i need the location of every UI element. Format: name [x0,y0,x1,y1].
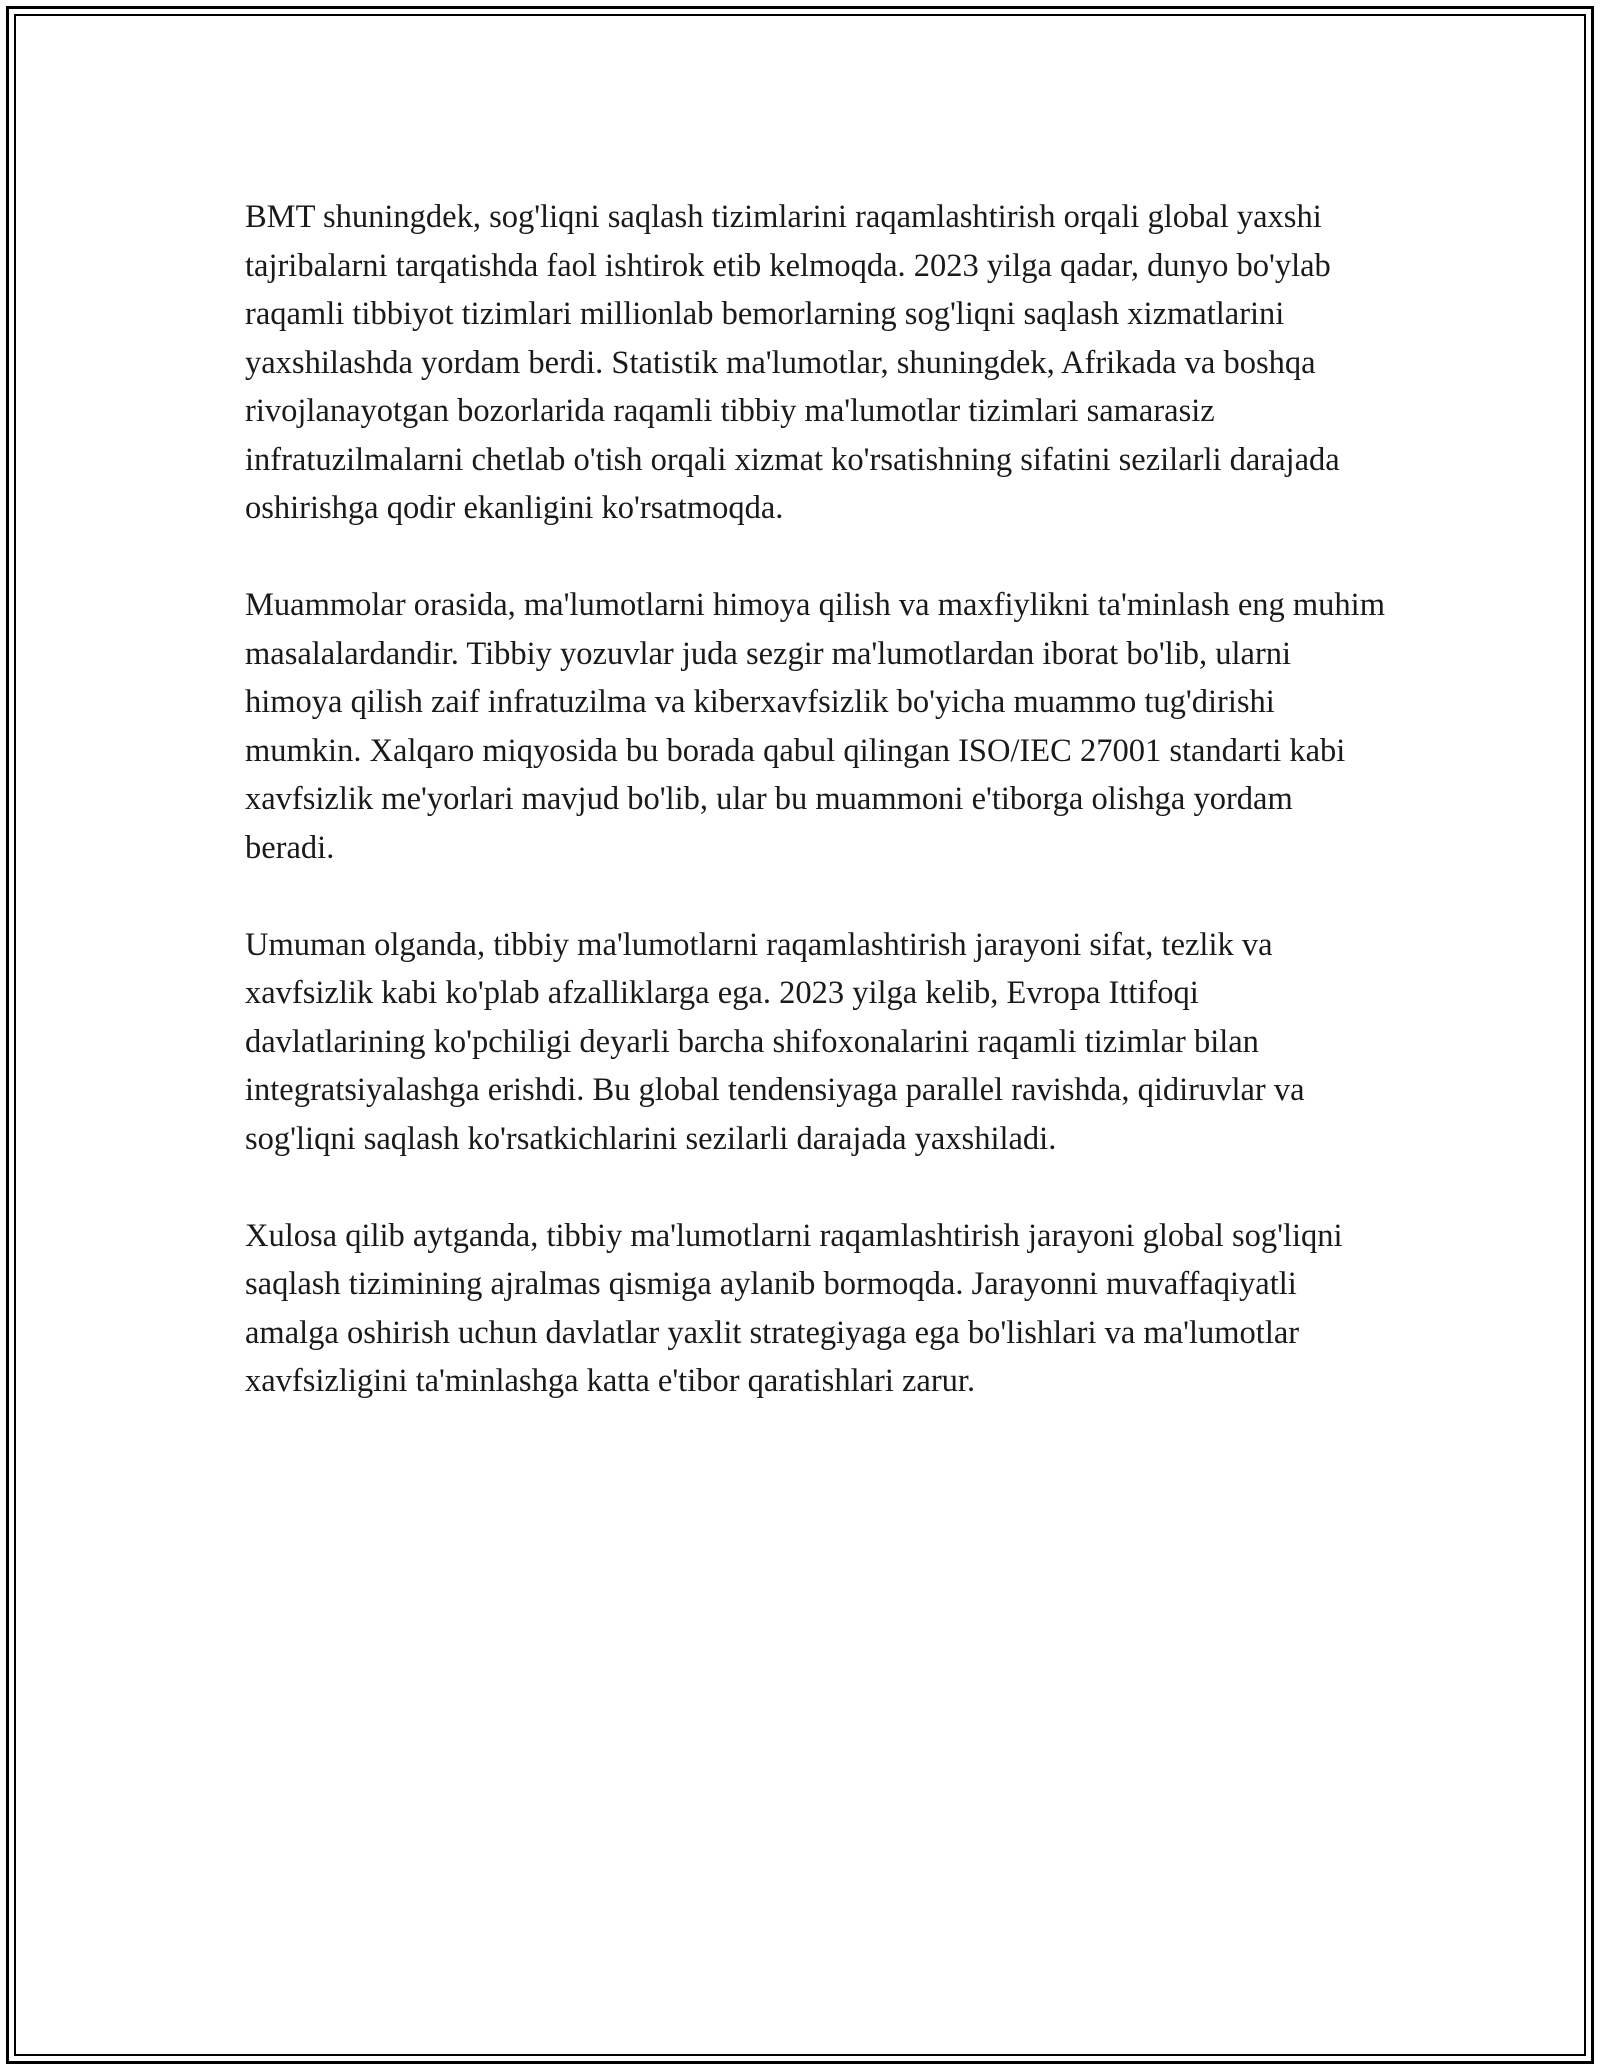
page-frame [6,6,1594,2064]
paragraph-2: Muammolar orasida, ma'lumotlarni himoya qilish va maxfiylikni ta'minlash eng muhim masalalardandir. Tibbiy yozuvlar juda sezgir ma'lumotlardan iborat bo'lib, ularni himoya qilish zaif infratuzilma va kiberxavfsizlik bo'yicha muammo tug'dirishi mumkin. Xalqaro miqyosida bu borada qabul qilingan ISO/IEC 27001 standarti kabi xavfsizlik me'yorlari mavjud bo'lib, ular bu muammoni e'tiborga olishga yordam beradi. [245,587,1385,866]
document-body [245,193,1385,1454]
paragraph-3: Umuman olganda, tibbiy ma'lumotlarni raqamlashtirish jarayoni sifat, tezlik va xavfsizlik kabi ko'plab afzalliklarga ega. 2023 yilga kelib, Evropa Ittifoqi davlatlarining ko'pchiligi deyarli barcha shifoxonalarini raqamli tizimlar bilan integratsiyalashga erishdi. Bu global tendensiyaga parallel ravishda, qidiruvlar va sog'liqni saqlash ko'rsatkichlarini sezilarli darajada yaxshiladi. [245,926,1305,1157]
paragraph-4: Xulosa qilib aytganda, tibbiy ma'lumotlarni raqamlashtirish jarayoni global sog'liqni saqlash tizimining ajralmas qismiga aylanib bormoqda. Jarayonni muvaffaqiyatli amalga oshirish uchun davlatlar yaxlit strategiyaga ega bo'lishlari va ma'lumotlar xavfsizligini ta'minlashga katta e'tibor qaratishlari zarur. [245,1217,1343,1399]
paragraph-1: BMT shuningdek, sog'liqni saqlash tizimlarini raqamlashtirish orqali global yaxshi tajribalarni tarqatishda faol ishtirok etib kelmoqda. 2023 yilga qadar, dunyo bo'ylab raqamli tibbiyot tizimlari millionlab bemorlarning sog'liqni saqlash xizmatlarini yaxshilashda yordam berdi. Statistik ma'lumotlar, shuningdek, Afrikada va boshqa rivojlanayotgan bozorlarida raqamli tibbiy ma'lumotlar tizimlari samarasiz infratuzilmalarni chetlab o'tish orqali xizmat ko'rsatishning sifatini sezilarli darajada oshirishga qodir ekanligini ko'rsatmoqda. [245,199,1340,526]
